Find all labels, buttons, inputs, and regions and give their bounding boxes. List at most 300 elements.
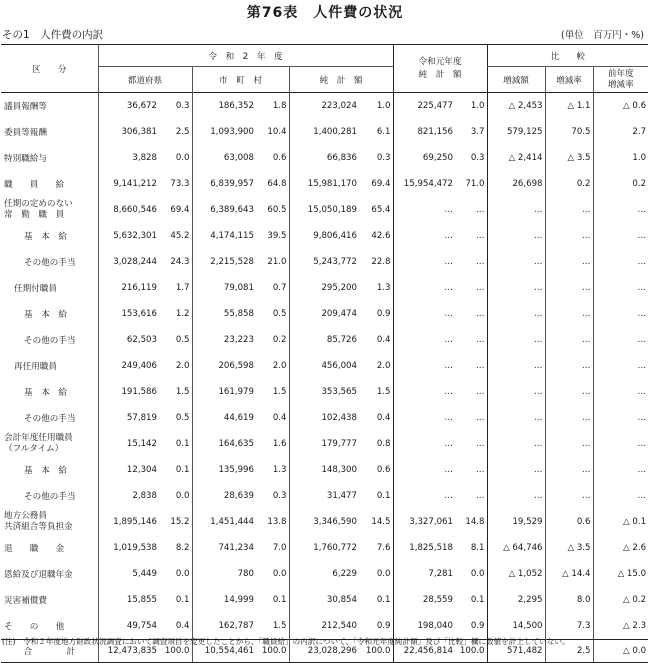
table-row <box>1 197 648 223</box>
cell-prev: … <box>593 327 648 353</box>
cell-net: 148,300 <box>289 457 359 483</box>
cell-net-pct: 69.4 <box>371 179 391 189</box>
table-body <box>1 93 648 640</box>
cell-prev: 1.0 <box>593 145 648 171</box>
row-label: その他の手当 <box>24 492 76 502</box>
row-label: 退 職 金 <box>4 544 65 554</box>
header-net-total: 純 計 額 <box>289 67 393 93</box>
cell-muni: 2,215,528 <box>192 249 256 275</box>
cell-net: 30,854 <box>289 587 359 613</box>
cell-rate: 0.2 <box>545 171 593 197</box>
cell-muni: 14,999 <box>192 587 256 613</box>
cell-diff: 2,295 <box>487 587 545 613</box>
cell-muni-pct: 2.0 <box>272 361 287 371</box>
cell-diff: … <box>487 353 545 379</box>
cell-rate: … <box>545 353 593 379</box>
cell-r1-pct: … <box>475 335 485 345</box>
cell-pref: 62,503 <box>98 327 159 353</box>
cell-pref: 5,449 <box>98 561 159 587</box>
cell-rate: 7.3 <box>545 613 593 640</box>
header-prev-rate <box>593 67 648 93</box>
cell-net: 66,836 <box>289 145 359 171</box>
cell-net-pct: 1.0 <box>376 101 391 111</box>
cell-pref: 3,028,244 <box>98 249 159 275</box>
cell-net: 179,777 <box>289 431 359 457</box>
cell-prev: △ 2.6 <box>593 535 648 561</box>
cell-pref-pct: 0.1 <box>175 595 190 605</box>
header-municipalities: 市 町 村 <box>192 67 289 93</box>
cell-rate: … <box>545 249 593 275</box>
cell-net: 212,540 <box>289 613 359 640</box>
cell-prev: … <box>593 379 648 405</box>
cell-pref: 15,855 <box>98 587 159 613</box>
cell-muni: 44,619 <box>192 405 256 431</box>
cell-r1: 69,250 <box>393 145 455 171</box>
cell-net: 6,229 <box>289 561 359 587</box>
row-label: 災害補償費 <box>4 596 47 606</box>
cell-muni-pct: 0.7 <box>272 283 287 293</box>
cell-muni: 780 <box>192 561 256 587</box>
cell-prev: … <box>593 197 648 223</box>
cell-muni-pct: 0.5 <box>272 309 287 319</box>
row-label: 基 本 給 <box>24 232 67 242</box>
row-label-line1: 会計年度任用職員 <box>4 433 73 443</box>
total-muni-pct: 100.0 <box>256 640 289 663</box>
row-label <box>1 197 98 223</box>
cell-pref: 191,586 <box>98 379 159 405</box>
cell-pref: 9,141,212 <box>98 171 159 197</box>
cell-muni-pct: 0.3 <box>272 491 287 501</box>
cell-pref-pct: 0.1 <box>175 465 190 475</box>
cell-net-pct: 14.5 <box>371 517 391 527</box>
row-label <box>1 431 98 457</box>
table-row <box>1 223 648 249</box>
table-row <box>1 587 648 613</box>
cell-r1: 1,825,518 <box>393 535 455 561</box>
cell-r1: … <box>393 249 455 275</box>
cell-prev: △ 0.1 <box>593 509 648 535</box>
cell-pref-pct: 0.5 <box>175 335 190 345</box>
cell-diff: … <box>487 275 545 301</box>
cell-pref: 153,616 <box>98 301 159 327</box>
cell-r1-pct: 14.8 <box>465 517 485 527</box>
cell-r1-pct: … <box>475 465 485 475</box>
row-label: 任期付職員 <box>14 284 57 294</box>
cell-r1: … <box>393 431 455 457</box>
cell-r1: … <box>393 275 455 301</box>
table-row <box>1 301 648 327</box>
cell-r1-pct: 0.0 <box>470 569 485 579</box>
cell-muni-pct: 64.8 <box>267 179 287 189</box>
cell-pref-pct: 1.5 <box>175 387 190 397</box>
row-label: その他の手当 <box>24 414 76 424</box>
cell-muni-pct: 60.5 <box>267 205 287 215</box>
cell-r1-pct: 3.7 <box>470 127 485 137</box>
cell-r1-pct: … <box>475 257 485 267</box>
cell-prev: 2.7 <box>593 119 648 145</box>
total-r1: 22,456,814 <box>393 640 455 663</box>
cell-pref-pct: 1.7 <box>175 283 190 293</box>
cell-rate: … <box>545 197 593 223</box>
cell-diff: 579,125 <box>487 119 545 145</box>
cell-r1-pct: … <box>475 283 485 293</box>
total-net-pct: 100.0 <box>359 640 393 663</box>
cell-net: 223,024 <box>289 93 359 120</box>
cell-r1-pct: 0.1 <box>470 595 485 605</box>
cell-rate: △ 14.4 <box>545 561 593 587</box>
row-label: その他の手当 <box>24 336 76 346</box>
cell-net-pct: 0.6 <box>376 465 391 475</box>
cell-pref: 36,672 <box>98 93 159 120</box>
header-fy-r1 <box>393 45 487 93</box>
cell-pref: 3,828 <box>98 145 159 171</box>
cell-net-pct: 22.8 <box>371 257 391 267</box>
total-diff: 571,482 <box>487 640 545 663</box>
cell-muni: 28,639 <box>192 483 256 509</box>
table-row <box>1 249 648 275</box>
row-label: 再任用職員 <box>14 362 57 372</box>
row-label: その他の手当 <box>24 258 76 268</box>
cell-muni-pct: 0.0 <box>272 569 287 579</box>
cell-rate: … <box>545 223 593 249</box>
cell-net-pct: 0.9 <box>376 621 391 631</box>
cell-net-pct: 0.1 <box>376 595 391 605</box>
cell-r1: … <box>393 405 455 431</box>
cell-muni: 23,223 <box>192 327 256 353</box>
cell-pref: 49,754 <box>98 613 159 640</box>
cell-net: 102,438 <box>289 405 359 431</box>
cell-diff: △ 2,414 <box>487 145 545 171</box>
cell-pref-pct: 0.0 <box>175 491 190 501</box>
table-row <box>1 457 648 483</box>
cell-prev: △ 0.6 <box>593 93 648 120</box>
cell-muni-pct: 7.0 <box>272 543 287 553</box>
cell-r1: … <box>393 197 455 223</box>
cell-diff: 19,529 <box>487 509 545 535</box>
table-row <box>1 327 648 353</box>
cell-prev: … <box>593 457 648 483</box>
cell-muni: 55,858 <box>192 301 256 327</box>
cell-muni: 6,389,643 <box>192 197 256 223</box>
cell-diff: … <box>487 431 545 457</box>
cell-net: 15,050,189 <box>289 197 359 223</box>
total-rate: 2.5 <box>545 640 593 663</box>
cell-r1-pct: … <box>475 361 485 371</box>
cell-r1: 198,040 <box>393 613 455 640</box>
row-label: 恩給及び退職年金 <box>4 570 73 580</box>
cell-muni: 6,839,957 <box>192 171 256 197</box>
cell-muni: 186,352 <box>192 93 256 120</box>
cell-r1: 821,156 <box>393 119 455 145</box>
cell-net-pct: 0.8 <box>376 439 391 449</box>
cell-diff: … <box>487 197 545 223</box>
cell-pref-pct: 73.3 <box>170 179 190 189</box>
cell-r1-pct: 0.9 <box>470 621 485 631</box>
cell-muni-pct: 21.0 <box>267 257 287 267</box>
row-label: 特別職給与 <box>4 154 47 164</box>
unit-label: (単位 百万円・%) <box>561 30 644 41</box>
cell-r1: … <box>393 301 455 327</box>
cell-pref: 15,142 <box>98 431 159 457</box>
row-label: 基 本 給 <box>24 466 67 476</box>
cell-pref-pct: 0.5 <box>175 413 190 423</box>
cell-muni: 63,008 <box>192 145 256 171</box>
cell-diff: … <box>487 301 545 327</box>
cell-diff: △ 1,052 <box>487 561 545 587</box>
table-row <box>1 535 648 561</box>
cell-pref: 57,819 <box>98 405 159 431</box>
cell-prev: △ 15.0 <box>593 561 648 587</box>
cell-muni: 1,451,444 <box>192 509 256 535</box>
cell-r1: … <box>393 327 455 353</box>
cell-diff: △ 64,746 <box>487 535 545 561</box>
cell-net-pct: 1.3 <box>376 283 391 293</box>
cell-rate: … <box>545 483 593 509</box>
cell-r1-pct: … <box>475 205 485 215</box>
cell-muni-pct: 0.4 <box>272 413 287 423</box>
cell-muni: 741,234 <box>192 535 256 561</box>
table-row <box>1 483 648 509</box>
cell-muni-pct: 1.5 <box>272 621 287 631</box>
cell-net: 1,760,772 <box>289 535 359 561</box>
row-label: 委員等報酬 <box>4 128 47 138</box>
cell-pref: 1,019,538 <box>98 535 159 561</box>
cell-rate: 8.0 <box>545 587 593 613</box>
cell-muni-pct: 0.6 <box>272 153 287 163</box>
cell-muni-pct: 10.4 <box>267 127 287 137</box>
cell-net-pct: 1.5 <box>376 387 391 397</box>
cell-net-pct: 0.4 <box>376 413 391 423</box>
cell-rate: … <box>545 457 593 483</box>
row-label-line2: 常 勤 職 員 <box>4 210 65 220</box>
cell-pref-pct: 0.4 <box>175 621 190 631</box>
cell-rate: … <box>545 301 593 327</box>
cell-muni: 164,635 <box>192 431 256 457</box>
cell-r1-pct: 71.0 <box>465 179 485 189</box>
cell-net: 5,243,772 <box>289 249 359 275</box>
cell-r1: 7,281 <box>393 561 455 587</box>
cell-net: 295,200 <box>289 275 359 301</box>
cell-muni-pct: 0.2 <box>272 335 287 345</box>
header-change-amount: 増減額 <box>487 67 545 93</box>
row-label: 職 員 給 <box>4 180 65 190</box>
header-prev-rate-line1: 前年度 <box>607 68 634 79</box>
cell-pref: 8,660,546 <box>98 197 159 223</box>
header-change-rate: 増減率 <box>545 67 593 93</box>
total-r1-pct: 100.0 <box>455 640 487 663</box>
cell-net-pct: 0.4 <box>376 335 391 345</box>
cell-net: 15,981,170 <box>289 171 359 197</box>
cell-pref-pct: 0.1 <box>175 439 190 449</box>
cell-prev: △ 0.2 <box>593 587 648 613</box>
cell-r1-pct: 0.3 <box>470 153 485 163</box>
row-label-line2: 共済組合等負担金 <box>4 522 73 532</box>
table-row <box>1 509 648 535</box>
total-muni: 10,554,461 <box>192 640 256 663</box>
cell-prev: … <box>593 249 648 275</box>
cell-muni: 135,996 <box>192 457 256 483</box>
cell-r1: 3,327,061 <box>393 509 455 535</box>
row-label-line1: 任期の定めのない <box>4 199 73 209</box>
cell-net-pct: 0.9 <box>376 309 391 319</box>
cell-pref-pct: 1.2 <box>175 309 190 319</box>
total-net: 23,028,296 <box>289 640 359 663</box>
cell-pref: 2,838 <box>98 483 159 509</box>
cell-pref: 1,895,146 <box>98 509 159 535</box>
header-fy-r1-line2: 純 計 額 <box>418 69 462 80</box>
cell-net-pct: 7.6 <box>376 543 391 553</box>
cell-pref-pct: 45.2 <box>170 231 190 241</box>
cell-muni-pct: 0.1 <box>272 595 287 605</box>
table-row <box>1 431 648 457</box>
row-label <box>1 509 98 535</box>
cell-r1-pct: … <box>475 439 485 449</box>
total-prev: △ 0.0 <box>593 640 648 663</box>
table-title: 第76表 人件費の状況 <box>246 5 404 21</box>
cell-net: 9,806,416 <box>289 223 359 249</box>
row-label-line2: （フルタイム） <box>4 444 64 454</box>
cell-rate: … <box>545 405 593 431</box>
cell-r1-pct: 1.0 <box>470 101 485 111</box>
table-subtitle: その1 人件費の内訳 <box>2 29 104 41</box>
cell-r1: 225,477 <box>393 93 455 120</box>
table-row <box>1 379 648 405</box>
cell-pref-pct: 15.2 <box>170 517 190 527</box>
cell-diff: … <box>487 249 545 275</box>
cell-muni-pct: 1.5 <box>272 387 287 397</box>
cell-r1: … <box>393 457 455 483</box>
cell-rate: … <box>545 275 593 301</box>
cell-r1-pct: … <box>475 387 485 397</box>
cell-prev: … <box>593 483 648 509</box>
cell-pref-pct: 0.0 <box>175 569 190 579</box>
header-fy-r1-line1: 令和元年度 <box>418 56 462 67</box>
row-label: 基 本 給 <box>24 388 67 398</box>
cell-pref: 216,119 <box>98 275 159 301</box>
cell-prev: … <box>593 275 648 301</box>
row-label: そ の 他 <box>4 622 65 632</box>
cell-prev: △ 2.3 <box>593 613 648 640</box>
cell-net: 456,004 <box>289 353 359 379</box>
cell-pref-pct: 8.2 <box>175 543 190 553</box>
cell-pref-pct: 69.4 <box>170 205 190 215</box>
cell-diff: … <box>487 223 545 249</box>
cell-r1: … <box>393 483 455 509</box>
cell-muni-pct: 39.5 <box>267 231 287 241</box>
cell-rate: … <box>545 431 593 457</box>
cell-rate: 70.5 <box>545 119 593 145</box>
cell-rate: △ 3.5 <box>545 145 593 171</box>
cell-diff: △ 2,453 <box>487 93 545 120</box>
cell-muni: 1,093,900 <box>192 119 256 145</box>
table-row <box>1 561 648 587</box>
cell-diff: … <box>487 327 545 353</box>
table-row <box>1 119 648 145</box>
cell-diff: … <box>487 483 545 509</box>
cell-muni: 161,979 <box>192 379 256 405</box>
table-row <box>1 171 648 197</box>
total-pref: 12,473,835 <box>98 640 159 663</box>
cell-pref-pct: 0.0 <box>175 153 190 163</box>
cell-net-pct: 2.0 <box>376 361 391 371</box>
cell-rate: △ 3.5 <box>545 535 593 561</box>
cell-r1-pct: 8.1 <box>470 543 485 553</box>
cell-muni-pct: 13.8 <box>267 517 287 527</box>
footnote: (注) 令和２年度地方財政状況調査において調査項目を変更したことから、「職員給」の内訳について、「令和元年度純計額」及び「比較」欄に数値を計上していない。 <box>2 637 570 646</box>
cell-rate: 0.6 <box>545 509 593 535</box>
cell-muni: 162,787 <box>192 613 256 640</box>
cell-net-pct: 0.3 <box>376 153 391 163</box>
cell-prev: … <box>593 223 648 249</box>
cell-prev: … <box>593 431 648 457</box>
header-comparison: 比 較 <box>487 45 648 67</box>
cell-r1: 28,559 <box>393 587 455 613</box>
row-label-line1: 地方公務員 <box>4 511 47 521</box>
cell-diff: 14,500 <box>487 613 545 640</box>
header-category: 区 分 <box>32 64 67 75</box>
cell-muni-pct: 1.8 <box>272 101 287 111</box>
cell-pref: 249,406 <box>98 353 159 379</box>
personnel-cost-table <box>1 44 648 663</box>
cell-r1: 15,954,472 <box>393 171 455 197</box>
header-fy-r2: 令 和 2 年 度 <box>98 45 393 67</box>
cell-pref-pct: 0.3 <box>175 101 190 111</box>
cell-muni: 4,174,115 <box>192 223 256 249</box>
row-label: 議員報酬等 <box>4 102 47 112</box>
cell-muni: 206,598 <box>192 353 256 379</box>
table-row <box>1 275 648 301</box>
cell-pref-pct: 2.0 <box>175 361 190 371</box>
table-row <box>1 93 648 120</box>
cell-r1: … <box>393 379 455 405</box>
cell-net-pct: 0.0 <box>376 569 391 579</box>
cell-rate: … <box>545 379 593 405</box>
cell-r1: … <box>393 223 455 249</box>
cell-r1-pct: … <box>475 231 485 241</box>
header-prefectures: 都道府県 <box>98 67 192 93</box>
cell-pref: 12,304 <box>98 457 159 483</box>
cell-prev: … <box>593 405 648 431</box>
cell-pref-pct: 24.3 <box>170 257 190 267</box>
cell-prev: … <box>593 353 648 379</box>
table-row <box>1 145 648 171</box>
cell-net: 31,477 <box>289 483 359 509</box>
cell-diff: … <box>487 379 545 405</box>
cell-net: 3,346,590 <box>289 509 359 535</box>
cell-net-pct: 6.1 <box>376 127 391 137</box>
cell-net: 85,726 <box>289 327 359 353</box>
cell-net-pct: 65.4 <box>371 205 391 215</box>
row-label: 基 本 給 <box>24 310 67 320</box>
cell-pref-pct: 2.5 <box>175 127 190 137</box>
cell-net: 353,565 <box>289 379 359 405</box>
total-label: 合 計 <box>1 640 98 663</box>
cell-r1-pct: … <box>475 413 485 423</box>
cell-net-pct: 42.6 <box>371 231 391 241</box>
cell-diff: … <box>487 405 545 431</box>
cell-rate: △ 1.1 <box>545 93 593 120</box>
cell-muni: 79,081 <box>192 275 256 301</box>
cell-pref: 306,381 <box>98 119 159 145</box>
cell-diff: … <box>487 457 545 483</box>
table-row <box>1 405 648 431</box>
cell-rate: … <box>545 327 593 353</box>
cell-r1: … <box>393 353 455 379</box>
cell-prev: … <box>593 301 648 327</box>
cell-prev: 0.2 <box>593 171 648 197</box>
cell-muni-pct: 1.3 <box>272 465 287 475</box>
table-row <box>1 353 648 379</box>
